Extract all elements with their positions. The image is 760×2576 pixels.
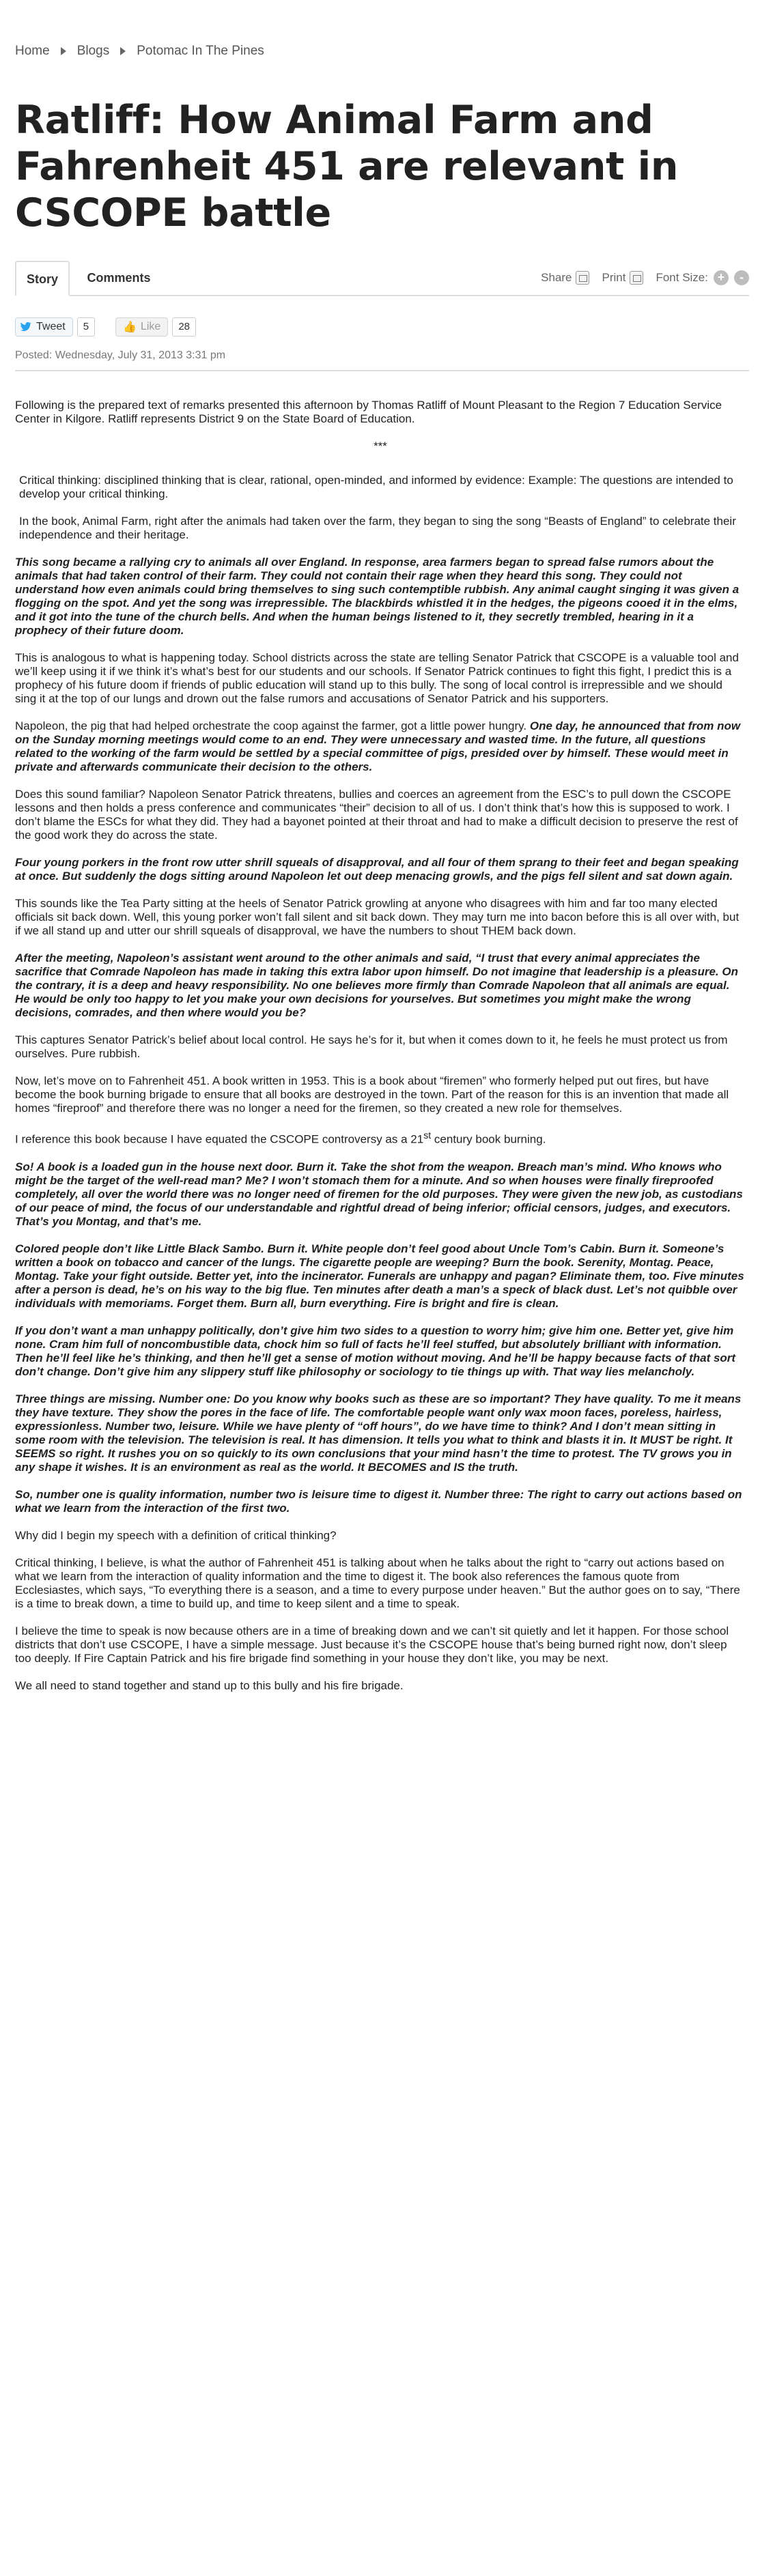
article-paragraph: [15, 1129, 746, 1147]
twitter-bird-icon: [20, 322, 32, 332]
thumbs-up-icon: 👍: [123, 321, 137, 333]
tab-story[interactable]: Story: [15, 261, 70, 296]
article-tools: [529, 270, 749, 285]
section-separator: ***: [374, 440, 387, 453]
breadcrumb: [15, 0, 760, 63]
article-paragraph: This sounds like the Tea Party sitting at the heels of Senator Patrick growling at anyone who disagrees with him and far too many elected officials sit back down. Well, this young porker won’t fall silent and sit back down. They may turn me into bacon before this is all over with, but if we all stand up and utter our shrill squeals of disapproval, we have the numbers to shout THEM back down.: [15, 897, 740, 937]
article-paragraph: Critical thinking, I believe, is what the author of Fahrenheit 451 is talking about when he talks about the right to “carry out actions based on what we learn from the interaction of quality information and the time to digest it. The book also references the famous quote from Ecclesiastes, which says, “To everything there is a season, and a time to every purpose under heaven.” But the author goes on to say, “There is a time to break down, a time to build up, and time to keep silent and a time to speak.: [15, 1556, 740, 1610]
article-quote: One day, he announced that from now on the Sunday morning meetings would come to an end. They were unnecessary and wasted time. In the future, all questions related to the working of the farm would be settled by a special committee of pigs, presided over by himself. These would meet in private and afterwards communicate their decision to the others.: [15, 719, 741, 773]
posted-date: Posted: Wednesday, July 31, 2013 3:31 pm: [15, 349, 226, 361]
article-paragraph: In the book, Animal Farm, right after the animals had taken over the farm, they began to sing the song “Beasts of England” to celebrate their independence and their heritage.: [19, 515, 736, 541]
font-size-label: Font Size:: [656, 271, 708, 284]
article-paragraph: I believe the time to speak is now because others are in a time of breaking down and we can’t sit quietly and let it happen. For those school districts that don’t use CSCOPE, I have a simple message. Just because it’s the CSCOPE house that’s being burned right now, don’t sleep too deeply. If Fire Captain Patrick and his fire brigade find something in your house they don’t like, you may be next.: [15, 1624, 729, 1665]
chevron-right-icon: [61, 47, 66, 55]
chevron-right-icon: [120, 47, 126, 55]
article-paragraph: Does this sound familiar? Napoleon Senator Patrick threatens, bullies and coerces an agreement from the ESC’s to pull down the CSCOPE lessons and then holds a press conference and communicates “their” decision to all of us. I don’t think that’s how this is supposed to work. I don’t blame the ESCs for what they did. They had a bayonet pointed at their throat and had to make a difficult decision to preserve the rest of the good work they do across the state.: [15, 788, 738, 842]
article-quote: So, number one is quality information, number two is leisure time to digest it. Number three: The right to carry out actions based on what we learn from the interaction of the first two.: [15, 1487, 742, 1515]
tweet-count: 5: [77, 317, 95, 337]
page-title: Ratliff: How Animal Farm and Fahrenheit 451 are relevant in CSCOPE battle: [15, 98, 679, 235]
divider: [15, 370, 749, 371]
breadcrumb-home-link[interactable]: Home: [15, 44, 50, 58]
article-paragraph: This captures Senator Patrick’s belief about local control. He says he’s for it, but when it comes down to it, he feels he must protect us from ourselves. Pure rubbish.: [15, 1033, 728, 1060]
article-paragraph: We all need to stand together and stand up to this bully and his fire brigade.: [15, 1678, 404, 1692]
share-button[interactable]: [541, 271, 589, 285]
article-paragraph: Critical thinking: disciplined thinking that is clear, rational, open-minded, and informed by evidence: Example: The questions are intended to develop your critical thinking.: [19, 474, 733, 500]
article-quote: Colored people don’t like Little Black Sambo. Burn it. White people don’t feel good about Uncle Tom’s Cabin. Burn it. Someone’s written a book on tobacco and cancer of the lungs. The cigarette people are weeping? Burn the book. Serenity, Montag. Peace, Montag. Take your fight outside. Better yet, into the incinerator. Funerals are unhappy and pagan? Eliminate them, too. Five minutes after a person is dead, he’s on his way to the big flue. Ten minutes after death a man’s a speck of black dust. Let’s not quibble over individuals with memoriams. Forget them. Burn all, burn everything. Fire is bright and fire is clean.: [15, 1242, 744, 1310]
article-body: [15, 399, 746, 1693]
breadcrumb-blogs-link[interactable]: Blogs: [76, 44, 110, 58]
article-paragraph: [15, 719, 746, 774]
tweet-label: Tweet: [36, 321, 66, 332]
print-button[interactable]: [602, 271, 643, 285]
paragraph-text: I reference this book because I have equated the CSCOPE controversy as a 21: [15, 1132, 424, 1146]
font-size-control: [656, 270, 749, 285]
like-label: Like: [140, 321, 161, 332]
print-label: Print: [602, 271, 626, 284]
paragraph-text: century book burning.: [431, 1132, 546, 1146]
social-buttons: [15, 317, 760, 337]
article-quote: So! A book is a loaded gun in the house next door. Burn it. Take the shot from the weapon. Breach man’s mind. Who knows who might be the target of the well-read man? Me? I won’t stomach them for a minute. And so when houses were finally fireproofed completely, all over the world there was no longer need of firemen for the old purposes. They were given the new job, as custodians of our peace of mind, the focus of our understandable and rightful dread of being inferior; official censors, judges, and executors. That’s you Montag, and that’s me.: [15, 1160, 743, 1228]
like-button[interactable]: [115, 317, 168, 337]
article-paragraph: Why did I begin my speech with a definition of critical thinking?: [15, 1528, 337, 1542]
article-quote: This song became a rallying cry to animals all over England. In response, area farmers began to spread false rumors about the animals that had taken control of their farm. They could not contain their rage when they heard this song. They could not understand how even animals could bring themselves to sing such contemptible rubbish. Any animal caught singing it was given a flogging on the spot. And yet the song was irrepressible. The blackbirds whistled it in the hedges, the pigeons cooed it in the elms, and it got into the tune of the church bells. And when the human beings listened to it, they secretly trembled, hearing in it a prophecy of their future doom.: [15, 556, 740, 637]
share-icon: [576, 271, 589, 285]
font-increase-button[interactable]: +: [714, 270, 729, 285]
article-intro: Following is the prepared text of remarks presented this afternoon by Thomas Ratliff of Mount Pleasant to the Region 7 Education Service Center in Kilgore. Ratliff represents District 9 on the State Board of Education.: [15, 399, 722, 425]
tab-comments[interactable]: Comments: [87, 271, 151, 285]
article-quote: After the meeting, Napoleon’s assistant went around to the other animals and said, “I trust that every animal appreciates the sacrifice that Comrade Napoleon has made in taking this extra labor upon himself. Do not imagine that leadership is a pleasure. On the contrary, it is a deep and heavy responsibility. No one believes more firmly than Comrade Napoleon that all animals are equal. He would be only too happy to let you make your own decisions for yourselves. But sometimes you might make the wrong decisions, comrades, and then where would you be?: [15, 951, 738, 1019]
paragraph-text: Napoleon, the pig that had helped orchestrate the coop against the farmer, got a little power hungry.: [15, 719, 530, 732]
share-label: Share: [541, 271, 572, 284]
tweet-button[interactable]: [15, 317, 73, 337]
font-decrease-button[interactable]: -: [734, 270, 749, 285]
breadcrumb-section-link[interactable]: Potomac In The Pines: [137, 44, 264, 58]
like-count: 28: [172, 317, 196, 337]
article-quote: If you don’t want a man unhappy politically, don’t give him two sides to a question to worry him; give him one. Better yet, give him none. Cram him full of noncombustible data, chock him so full of facts he’ll feel stuffed, but absolutely brilliant with information. Then he’ll feel like he’s thinking, and then he’ll get a sense of motion without moving. And he’ll be happy because facts of that sort don’t change. Don’t give him any slippery stuff like philosophy or sociology to tie things up with. That way lies melancholy.: [15, 1323, 736, 1378]
article-quote: Three things are missing. Number one: Do you know why books such as these are so important? They have quality. To me it means they have texture. They show the pores in the face of life. The comfortable people want only wax moon faces, poreless, hairless, expressionless. Number two, leisure. While we have plenty of “off hours”, do we have time to think? And I don’t mean sitting in some room with the television. The television is real. It has dimension. It tells you what to think and blasts it in. It MUST be right. It SEEMS so right. It rushes you on so quickly to its own conclusions that your mind hasn’t the time to protest. The TV grows you in any shape it wishes. It is an environment as real as the world. It BECOMES and IS the truth.: [15, 1392, 742, 1474]
article-quote: Four young porkers in the front row utter shrill squeals of disapproval, and all four of them sprang to their feet and began speaking at once. But suddenly the dogs sitting around Napoleon let out deep menacing growls, and the pigs fell silent and sat down again.: [15, 856, 739, 883]
story-toolbar: [15, 261, 749, 296]
article-paragraph: This is analogous to what is happening today. School districts across the state are telling Senator Patrick that CSCOPE is a valuable tool and we’ll keep using it if we think it’s what’s best for our students and our schools. If Senator Patrick continues to fight this fight, I predict this is a prophecy of his future doom if friends of public education will stand up to this bully. The song of local control is irrepressible and we should sing it at the top of our lungs and drown out the false rumors and accusations of Senator Patrick and his supporters.: [15, 651, 739, 705]
article-paragraph: Now, let’s move on to Fahrenheit 451. A book written in 1953. This is a book about “firemen” who formerly helped put out fires, but have become the book burning brigade to ensure that all books are destroyed in the town. Part of the reason for this is an invention that made all homes “fireproof” and therefore there was no longer a need for the firemen, so they created a new role for themselves.: [15, 1074, 729, 1115]
print-icon: [630, 271, 643, 285]
ordinal-suffix: st: [423, 1130, 432, 1141]
